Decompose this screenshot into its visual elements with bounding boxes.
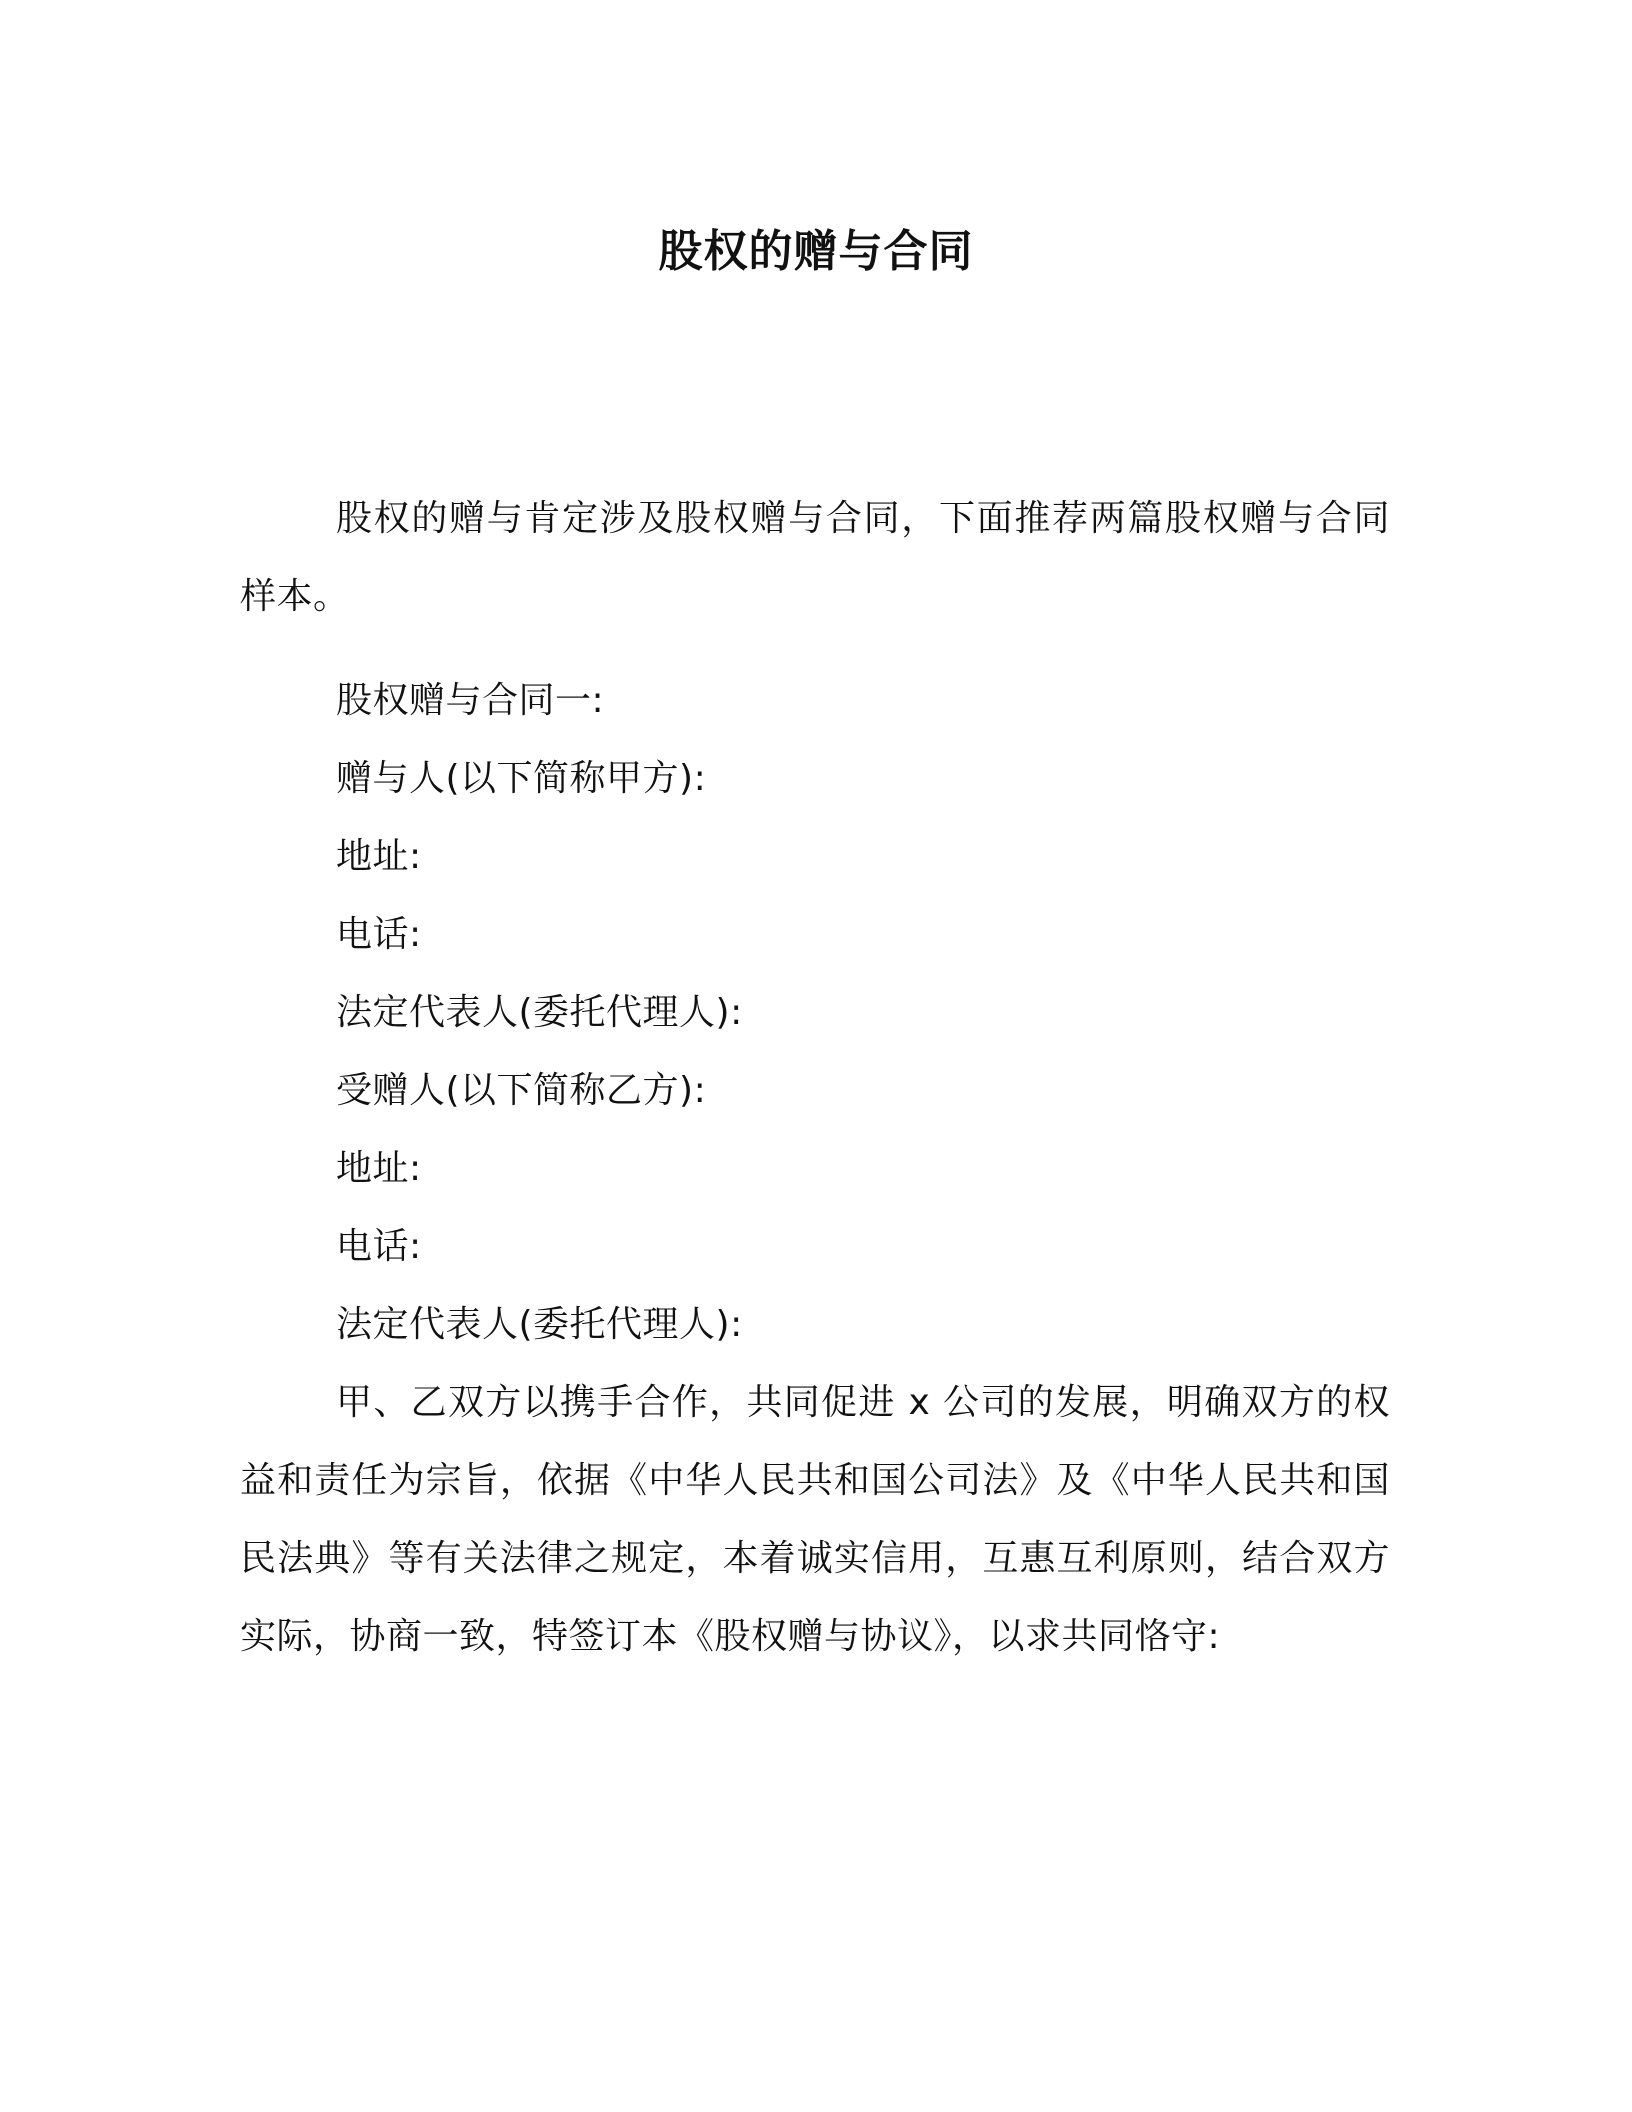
donor-legal-rep-label: 法定代表人(委托代理人): (336, 992, 743, 1033)
donor-phone-label: 电话: (336, 914, 422, 955)
donee-phone-label: 电话: (336, 1226, 422, 1267)
preamble-paragraph: 甲、乙双方以携手合作，共同促进 x 公司的发展，明确双方的权益和责任为宗旨，依据《中华人民共和国公司法》及《中华人民共和国民法典》等有关法律之规定，本着诚实信用，互惠互利原则，结合双方实际，协商一致，特签订本《股权赠与协议》，以求共同恪守: (240, 1382, 1390, 1657)
donee-address-label: 地址: (336, 1148, 422, 1189)
intro-paragraph: 股权的赠与肯定涉及股权赠与合同，下面推荐两篇股权赠与合同样本。 (240, 498, 1390, 617)
donor-address-label: 地址: (336, 836, 422, 877)
donee-label: 受赠人(以下简称乙方): (336, 1070, 707, 1111)
contract-heading: 股权赠与合同一: (336, 680, 605, 721)
donee-legal-rep-label: 法定代表人(委托代理人): (336, 1304, 743, 1345)
document-title: 股权的赠与合同 (658, 226, 974, 277)
document-body (240, 480, 1390, 1676)
donor-label: 赠与人(以下简称甲方): (336, 758, 707, 799)
